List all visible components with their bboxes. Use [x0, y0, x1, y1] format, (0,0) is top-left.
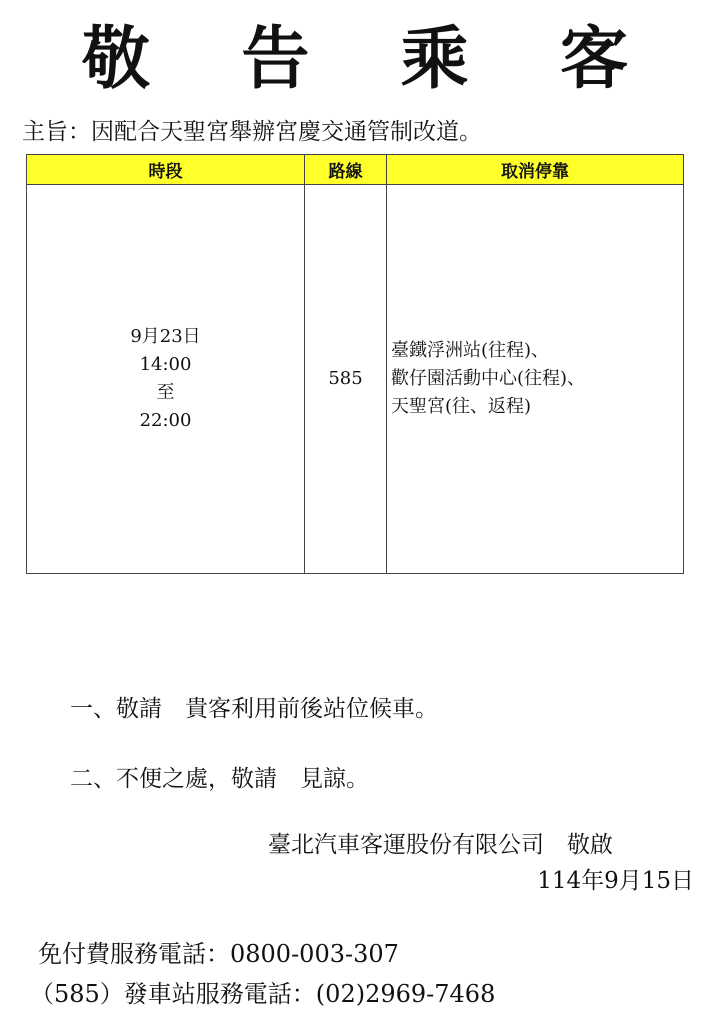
- table-header-row: [27, 155, 684, 185]
- title-char: 告: [241, 19, 310, 99]
- stops-cell: [387, 185, 684, 574]
- period-start: 14:00: [139, 354, 192, 375]
- toll-free-phone: 免付費服務電話：0800-003-307: [38, 940, 399, 968]
- stop-item: 歡仔園活動中心(往程)、: [391, 368, 586, 389]
- signature-company: 臺北汽車客運股份有限公司 敬啟: [268, 832, 613, 858]
- note-item: 二、不便之處，敬請 見諒。: [70, 766, 369, 792]
- period-end: 22:00: [139, 410, 192, 431]
- table-row: [27, 185, 684, 574]
- signature-date: 114年9月15日: [537, 868, 694, 894]
- stop-item: 天聖宮(往、返程): [391, 396, 532, 417]
- title-char: 敬: [82, 19, 151, 99]
- detour-table: [26, 154, 684, 574]
- header-route: 路線: [305, 155, 387, 185]
- title-char: 客: [559, 19, 628, 99]
- header-cancelled-stops: 取消停靠: [387, 155, 684, 185]
- period-to: 至: [156, 382, 175, 403]
- period-cell: [27, 185, 305, 574]
- stop-item: 臺鐵浮洲站(往程)、: [391, 340, 550, 361]
- notice-title: [40, 14, 670, 104]
- notice-subject: 主旨：因配合天聖宮舉辦宮慶交通管制改道。: [22, 119, 482, 145]
- title-char: 乘: [400, 19, 469, 99]
- route-cell: 585: [305, 185, 387, 574]
- header-period: 時段: [27, 155, 305, 185]
- terminal-phone: （585）發車站服務電話：(02)2969-7468: [30, 980, 496, 1008]
- note-item: 一、敬請 貴客利用前後站位候車。: [70, 696, 438, 722]
- period-date: 9月23日: [130, 326, 201, 347]
